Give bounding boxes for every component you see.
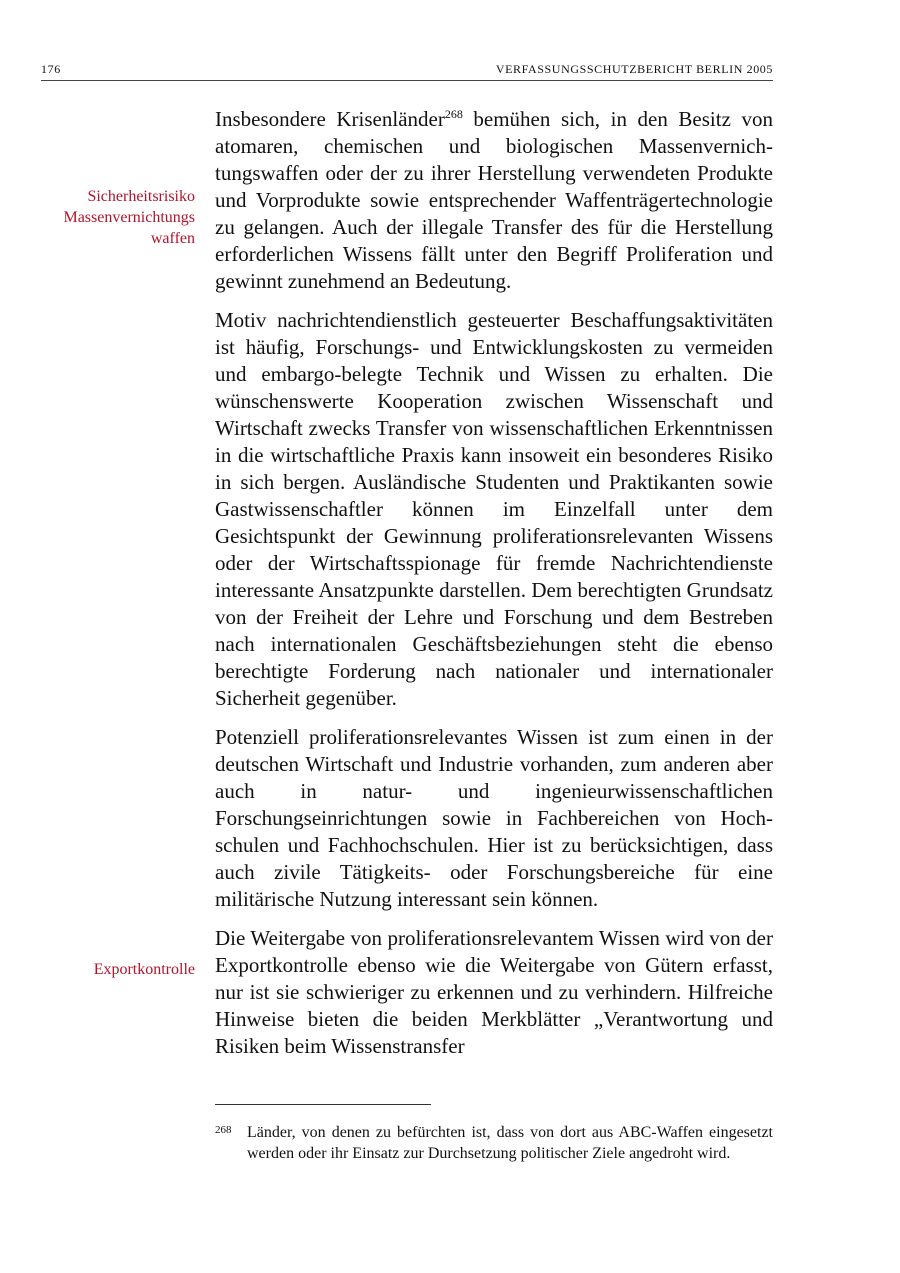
footnote-number: 268 <box>215 1124 232 1136</box>
page-number: 176 <box>41 62 61 76</box>
margin-note-line: Sicherheitsrisiko <box>87 188 195 205</box>
margin-note-line: waffen <box>150 230 195 247</box>
margin-note-export-control: Exportkontrolle <box>93 961 195 978</box>
margin-note-security-risk <box>25 186 195 249</box>
paragraph-2: Motiv nachrichtendienstlich gesteuerter Beschaffungsaktivitäten ist häufig, Forschungs- und Entwicklungskosten zu vermeiden und embargo-belegte Technik und Wissen zu erhalten. Die wünschenswerte Kooperation zwischen Wissenschaft und Wirtschaft zwecks Transfer von wissenschaftlichen Erkenntnissen in die wirtschaftliche Praxis kann insoweit ein besonderes Risiko in sich bergen. Ausländische Studenten und Praktikanten sowie Gastwissenschaftler können im Einzelfall unter dem Gesichtspunkt der Gewinnung proliferationsrelevanten Wissens oder der Wirtschaftsspionage für fremde Nachrichtendienste interessante Ansatzpunkte darstellen. Dem berechtigten Grundsatz von der Freiheit der Lehre und Forschung und dem Bestreben nach internationalen Geschäftsbeziehungen steht die ebenso berechtigte Forderung nach nationaler und internationaler Sicherheit gegenüber. <box>215 308 773 710</box>
paragraph-4: Die Weitergabe von proliferationsrelevantem Wissen wird von der Exportkontrolle ebenso wie die Weitergabe von Gütern erfasst, nur ist sie schwieriger zu erkennen und zu verhindern. Hilfreiche Hinweise bieten die beiden Merkblätter „Verantwortung und Risiken beim Wissenstransfer <box>215 926 773 1058</box>
running-title: VERFASSUNGSSCHUTZBERICHT BERLIN 2005 <box>495 62 773 76</box>
paragraph-3: Potenziell proliferationsrelevantes Wissen ist zum einen in der deutschen Wirtschaft und Industrie vorhanden, zum anderen aber auch in natur- und ingenieurwissenschaftlichen Forschungseinrichtungen sowie in Fachbereichen von Hochschulen und Fachhochschulen. Hier ist zu berücksichtigen, dass auch zivile Tätigkeits- oder Forschungsbereiche für eine militärische Nutzung interessant sein können. <box>215 725 773 911</box>
body-text <box>215 106 773 1072</box>
margin-note-line: Massenvernichtungs <box>63 209 195 226</box>
footnote-divider <box>215 1104 431 1105</box>
paragraph-1-rest: bemühen sich, in den Besitz von atomaren, chemischen und biologischen Massenvernichtungswaffen oder der zu ihrer Herstellung verwendeten Produkte und Vorprodukte sowie entsprechender Waffenträgertechnologie zu gelangen. Auch der illegale Transfer des für die Herstellung erforderlichen Wissens fällt unter den Begriff Proliferation und gewinnt zunehmend an Bedeutung. <box>215 107 773 293</box>
running-header <box>41 62 773 81</box>
paragraph-1 <box>215 106 773 295</box>
paragraph-1-start: Insbesondere Krisenländer <box>215 107 445 131</box>
footnote-text: Länder, von denen zu befürchten ist, dass von dort aus ABC-Waffen eingesetzt werden oder ihr Einsatz zur Durchsetzung politischer Ziele angedroht wird. <box>247 1124 773 1162</box>
footnote <box>215 1122 773 1164</box>
footnote-reference: 268 <box>444 107 463 121</box>
